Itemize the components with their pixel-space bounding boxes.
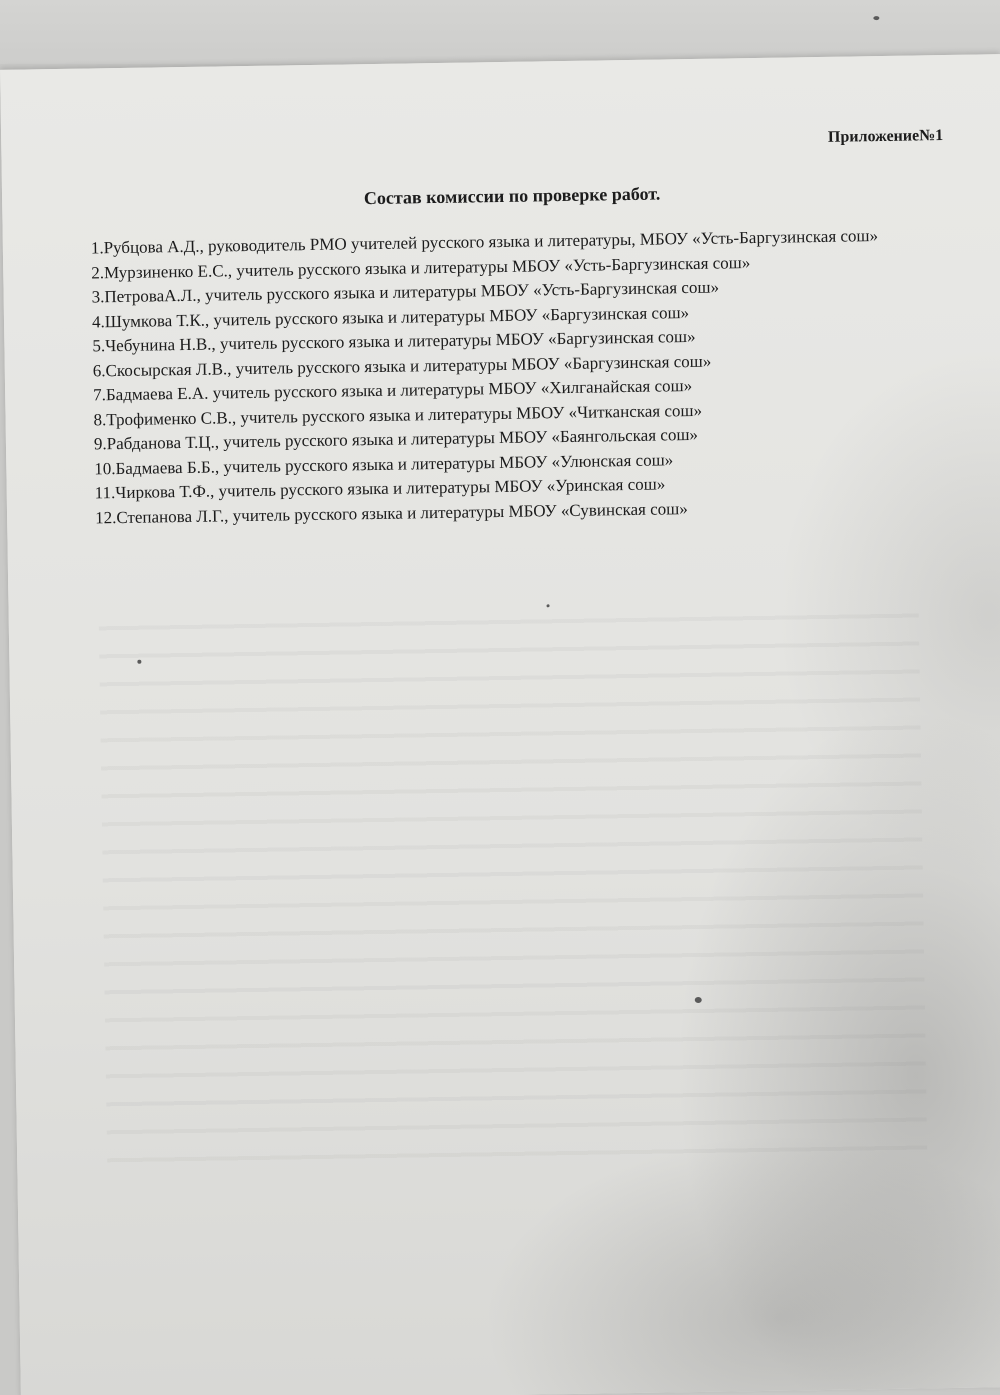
- document-content: [0, 54, 1000, 1395]
- member-item: 2.Мурзиненко Е.С., учитель русского языка и литературы МБОУ «Усть-Баргузинская сош»: [91, 252, 751, 282]
- member-item: 12.Степанова Л.Г., учитель русского языка и литературы МБОУ «Сувинская сош»: [94, 498, 688, 527]
- background-surface: [0, 0, 1000, 64]
- paper-sheet: [0, 54, 1000, 1395]
- member-item: 4.Шумкова Т.К., учитель русского языка и литературы МБОУ «Баргузинская сош»: [91, 302, 690, 331]
- appendix-label: Приложение№1: [827, 127, 944, 146]
- document-title: Состав комиссии по проверке работ.: [363, 183, 661, 209]
- commission-member-list: [91, 223, 926, 530]
- member-item: 7.Бадмаева Е.А. учитель русского языка и литературы МБОУ «Хилганайская сош»: [93, 376, 693, 405]
- member-item: 10.Бадмаева Б.Б., учитель русского языка и литературы МБОУ «Улюнская сош»: [94, 449, 674, 478]
- member-item: 3.ПетроваА.Л., учитель русского языка и литературы МБОУ «Усть-Баргузинская сош»: [91, 277, 720, 307]
- member-item: 9.Рабданова Т.Ц., учитель русского языка и литературы МБОУ «Баянгольская сош»: [93, 424, 699, 454]
- member-item: 11.Чиркова Т.Ф., учитель русского языка и литературы МБОУ «Уринская сош»: [94, 474, 666, 503]
- member-item: 8.Трофименко С.В., учитель русского языка и литературы МБОУ «Читканская сош»: [93, 400, 703, 429]
- member-item: 1.Рубцова А.Д., руководитель РМО учителей русского языка и литературы, МБОУ «Усть-Баргузинская сош»: [90, 226, 879, 258]
- member-item: 6.Скосырская Л.В., учитель русского языка и литературы МБОУ «Баргузинская сош»: [92, 351, 712, 380]
- member-item: 5.Чебунина Н.В., учитель русского языка и литературы МБОУ «Баргузинская сош»: [92, 326, 696, 356]
